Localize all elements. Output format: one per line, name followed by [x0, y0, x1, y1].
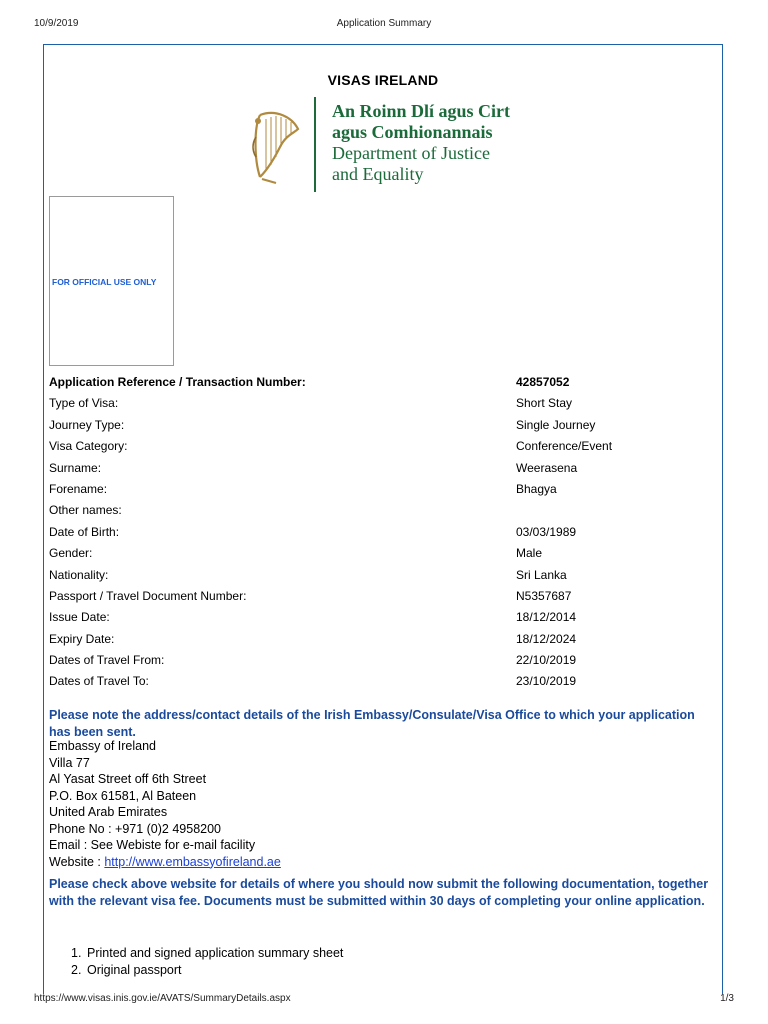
official-use-box — [49, 196, 174, 366]
detail-value: Single Journey — [516, 417, 596, 432]
required-documents-list — [49, 945, 649, 979]
page-number: 1/3 — [720, 993, 734, 1004]
address-line: Villa 77 — [49, 755, 90, 770]
department-logo — [246, 95, 546, 195]
print-footer — [34, 993, 734, 1007]
detail-label: Forename: — [49, 481, 108, 496]
address-line: P.O. Box 61581, Al Bateen — [49, 788, 197, 803]
print-url: https://www.visas.inis.gov.ie/AVATS/SummaryDetails.aspx — [34, 993, 291, 1004]
detail-row — [49, 435, 719, 456]
address-line: United Arab Emirates — [49, 805, 168, 819]
harp-icon — [246, 107, 306, 185]
detail-row — [49, 457, 719, 478]
detail-label: Journey Type: — [49, 417, 125, 432]
embassy-address — [49, 738, 689, 870]
detail-value: Conference/Event — [516, 439, 613, 454]
detail-value: 18/12/2014 — [516, 610, 577, 625]
document-item — [49, 945, 649, 962]
detail-row — [49, 564, 719, 585]
logo-english-line-1: Department of Justice — [332, 143, 490, 163]
print-date: 10/9/2019 — [34, 18, 79, 29]
detail-label: Application Reference / Transaction Number: — [49, 375, 306, 389]
detail-row — [49, 585, 719, 606]
document-number: 1. — [71, 946, 82, 960]
detail-value: 23/10/2019 — [516, 674, 577, 689]
detail-value: 42857052 — [516, 375, 570, 389]
detail-row — [49, 542, 719, 563]
print-title: Application Summary — [336, 18, 432, 29]
document-number: 2. — [71, 963, 82, 977]
detail-value: 03/03/1989 — [516, 524, 577, 539]
logo-irish-line-2: agus Comhionannais — [332, 122, 493, 142]
detail-row — [49, 521, 719, 542]
detail-label: Gender: — [49, 546, 93, 561]
detail-row — [49, 499, 719, 520]
detail-row — [49, 371, 719, 392]
detail-row — [49, 414, 719, 435]
email-line: Email : See Webiste for e-mail facility — [49, 838, 256, 852]
document-item — [49, 962, 649, 979]
detail-value: 22/10/2019 — [516, 653, 577, 668]
detail-label: Visa Category: — [49, 439, 128, 454]
website-line — [49, 854, 689, 871]
logo-english-line-2: and Equality — [332, 164, 424, 184]
detail-row — [49, 649, 719, 670]
address-line: Al Yasat Street off 6th Street — [49, 772, 207, 786]
detail-label: Nationality: — [49, 567, 109, 582]
detail-value: Weerasena — [516, 460, 578, 475]
detail-label: Other names: — [49, 503, 122, 518]
detail-label: Date of Birth: — [49, 524, 120, 539]
detail-label: Passport / Travel Document Number: — [49, 588, 247, 603]
detail-value: Male — [516, 546, 543, 561]
department-name — [332, 101, 510, 185]
embassy-notice: Please note the address/contact details of the Irish Embassy/Consulate/Visa Office to which your application has been sent. — [49, 708, 695, 739]
embassy-website-link[interactable]: http://www.embassyofireland.ae — [104, 854, 281, 869]
detail-label: Type of Visa: — [49, 396, 119, 411]
page-title: VISAS IRELAND — [327, 72, 439, 88]
application-details — [49, 371, 719, 692]
logo-irish-line-1: An Roinn Dlí agus Cirt — [332, 101, 511, 121]
detail-row — [49, 606, 719, 627]
detail-label: Dates of Travel From: — [49, 653, 165, 668]
document-text: Original passport — [87, 963, 182, 977]
website-label: Website : — [49, 854, 105, 869]
phone-line: Phone No : +971 (0)2 4958200 — [49, 821, 222, 836]
detail-value: Bhagya — [516, 481, 557, 496]
detail-row — [49, 478, 719, 499]
detail-row — [49, 670, 719, 691]
detail-value: 18/12/2024 — [516, 631, 577, 646]
print-header — [34, 18, 734, 32]
detail-label: Issue Date: — [49, 610, 110, 625]
detail-label: Dates of Travel To: — [49, 674, 149, 689]
logo-divider — [314, 97, 316, 192]
detail-row — [49, 628, 719, 649]
detail-value: Short Stay — [516, 396, 573, 411]
address-line: Embassy of Ireland — [49, 739, 156, 753]
official-use-label: FOR OFFICIAL USE ONLY — [52, 277, 157, 287]
detail-label: Expiry Date: — [49, 631, 115, 646]
document-text: Printed and signed application summary sheet — [87, 946, 344, 960]
detail-row — [49, 392, 719, 413]
detail-value: N5357687 — [516, 588, 572, 603]
application-summary-frame — [43, 44, 723, 994]
detail-label: Surname: — [49, 460, 102, 475]
submission-notice: Please check above website for details of where you should now submit the following documentation, together with the relevant visa fee. Documents must be submitted within 30 days of completing your online application. — [49, 877, 709, 908]
detail-value: Sri Lanka — [516, 567, 567, 582]
